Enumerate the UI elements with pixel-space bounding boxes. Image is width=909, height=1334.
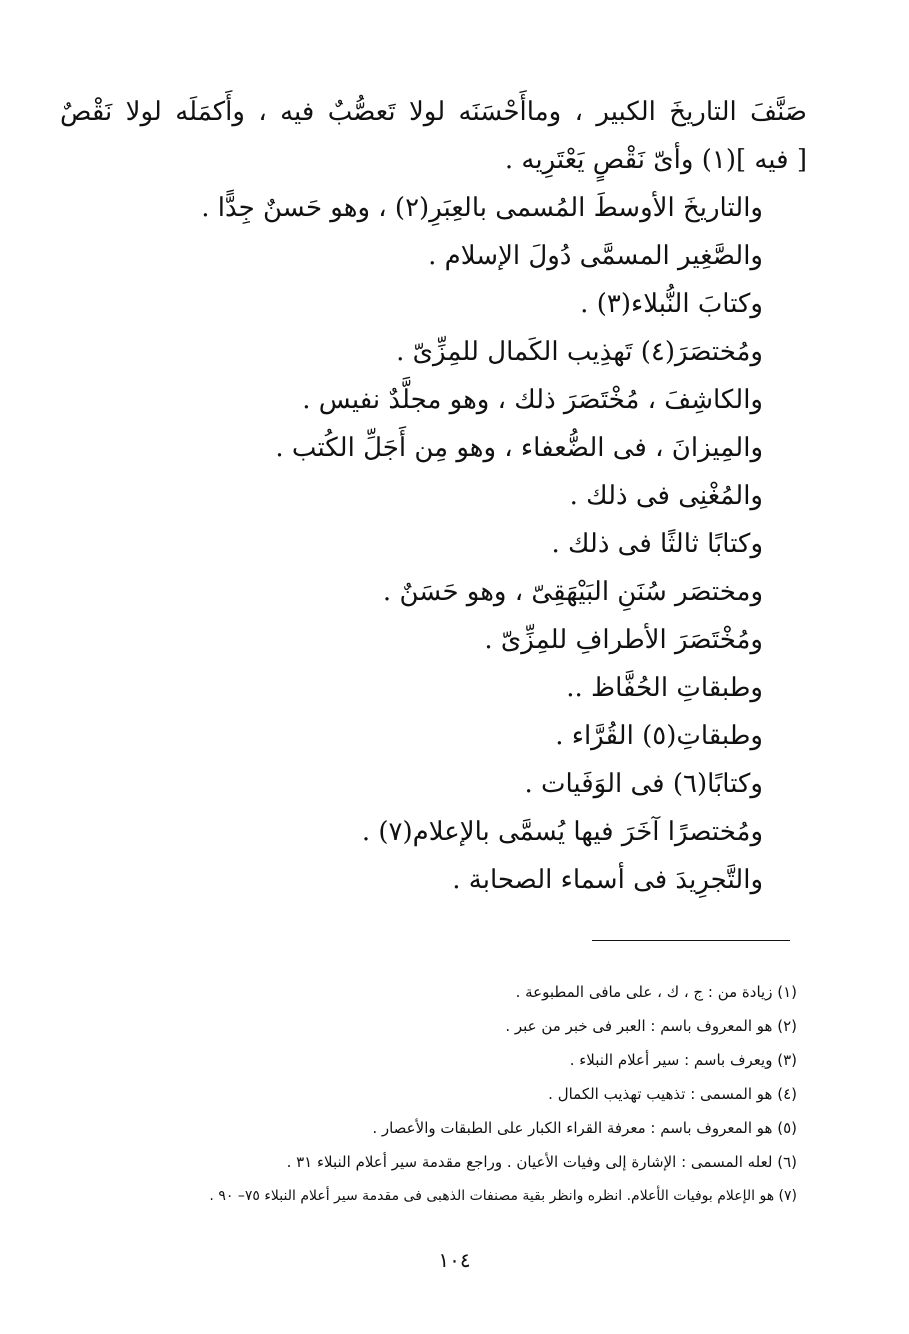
text-line: ومُخْتَصَرَ الأطرافِ للمِزِّىّ . <box>484 625 763 655</box>
text-line: والمُغْنِى فى ذلك . <box>569 481 763 511</box>
text-line: صَنَّفَ التاريخَ الكبير ، وماأَحْسَنَه لولا تَعصُّبٌ فيه ، وأَكمَلَه لولا نَقْصٌ <box>60 97 807 127</box>
text-line: [ فيه ](١) وأىّ نَقْصٍ يَعْتَرِيه . <box>504 145 807 175</box>
text-line: ومُختصَرَ(٤) تَهذِيب الكَمال للمِزِّىّ . <box>396 337 763 367</box>
text-line: وكتابَ النُّبلاء(٣) . <box>580 289 763 319</box>
text-line: ومُختصرًا آخَرَ فيها يُسمَّى بالإعلام(٧) . <box>361 817 763 847</box>
footnote: (٥) هو المعروف باسم : معرفة القراء الكبار على الطبقات والأعصار . <box>372 1119 797 1137</box>
footnote: (٦) لعله المسمى : الإشارة إلى وفيات الأعيان . وراجع مقدمة سير أعلام النبلاء ٣١ . <box>286 1153 797 1171</box>
text-line: وكتابًا(٦) فى الوَفَيات . <box>524 769 763 799</box>
text-line: والكاشِفَ ، مُخْتَصَرَ ذلك ، وهو مجلَّدٌ نفيس . <box>302 385 763 415</box>
footnote: (٤) هو المسمى : تذهيب تهذيب الكمال . <box>548 1085 797 1103</box>
text-line: وطبقاتِ(٥) القُرَّاء . <box>555 721 763 751</box>
text-line: والتاريخَ الأوسطَ المُسمى بالعِبَرِ(٢) ، وهو حَسنٌ جِدًّا . <box>201 193 763 223</box>
page-number: ١٠٤ <box>438 1248 471 1272</box>
footnote-separator <box>592 940 790 941</box>
text-line: وطبقاتِ الحُفَّاظ .. <box>566 673 763 703</box>
text-line: والمِيزانَ ، فى الضُّعفاء ، وهو مِن أَجَلِّ الكُتب . <box>275 433 763 463</box>
footnote: (٧) هو الإعلام بوفيات الأعلام. انظره وانظر بقية مصنفات الذهبى فى مقدمة سير أعلام النبلاء ٧٥– ٩٠ . <box>209 1188 797 1204</box>
footnote: (٢) هو المعروف باسم : العبر فى خبر من عبر . <box>505 1017 797 1035</box>
text-line: والصَّغِير المسمَّى دُولَ الإسلام . <box>428 241 763 271</box>
text-line: وكتابًا ثالثًا فى ذلك . <box>551 529 763 559</box>
footnotes <box>60 975 797 1213</box>
footnote: (١) زيادة من : ج ، ك ، على مافى المطبوعة . <box>515 983 797 1001</box>
main-text <box>60 88 807 904</box>
text-line: والتَّجرِيدَ فى أسماء الصحابة . <box>452 865 763 895</box>
text-line: ومختصَر سُنَنِ البَيْهَقِىّ ، وهو حَسَنٌ . <box>382 577 763 607</box>
footnote: (٣) ويعرف باسم : سير أعلام النبلاء . <box>569 1051 797 1069</box>
